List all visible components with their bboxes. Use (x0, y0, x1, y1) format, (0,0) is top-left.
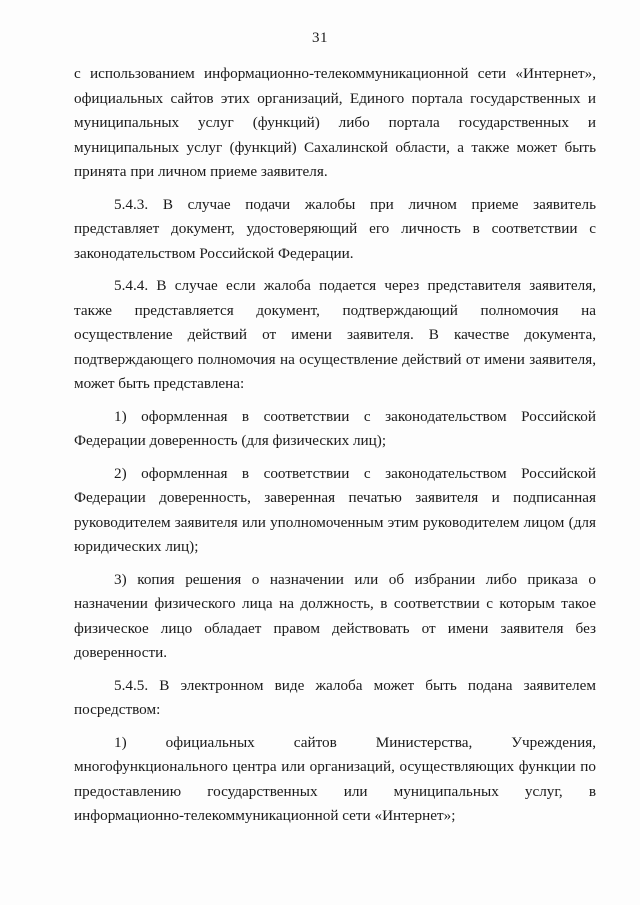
paragraph-continuation: с использованием информационно-телекоммуникационной сети «Интернет», официальных сайтов этих организаций, Единого портала государственных и муниципальных услуг (функций) либо портала государственных и муниципальных услуг (функций) Сахалинской области, а также может быть принята при личном приеме заявителя. (74, 65, 596, 180)
page-number: 31 (312, 30, 328, 46)
list-item-3: 3) копия решения о назначении или об избрании либо приказа о назначении физического лица на должность, в соответствии с которым такое физическое лицо обладает правом действовать от имени заявителя без доверенности. (74, 570, 596, 661)
list-item-2: 2) оформленная в соответствии с законодательством Российской Федерации доверенность, заверенная печатью заявителя и подписанная руководителем заявителя или уполномоченным этим руководителем лицом (для юридических лиц); (74, 464, 596, 555)
paragraph-5-4-4: 5.4.4. В случае если жалоба подается через представителя заявителя, также представляется документ, подтверждающий полномочия на осуществление действий от имени заявителя. В качестве документа, подтверждающего полномочия на осуществление действий от имени заявителя, может быть представлена: (74, 277, 596, 392)
paragraph-5-4-3: 5.4.3. В случае подачи жалобы при личном приеме заявитель представляет документ, удостоверяющий его личность в соответствии с законодательством Российской Федерации. (74, 195, 596, 262)
list-item-electronic-1: 1) официальных сайтов Министерства, Учреждения, многофункционального центра или организаций, осуществляющих функции по предоставлению государственных или муниципальных услуг, в информационно-телекоммуникационной сети «Интернет»; (74, 733, 596, 824)
list-item-1: 1) оформленная в соответствии с законодательством Российской Федерации доверенность (для физических лиц); (74, 407, 596, 449)
document-body (74, 62, 596, 829)
paragraph-5-4-5: 5.4.5. В электронном виде жалоба может быть подана заявителем посредством: (74, 676, 596, 718)
